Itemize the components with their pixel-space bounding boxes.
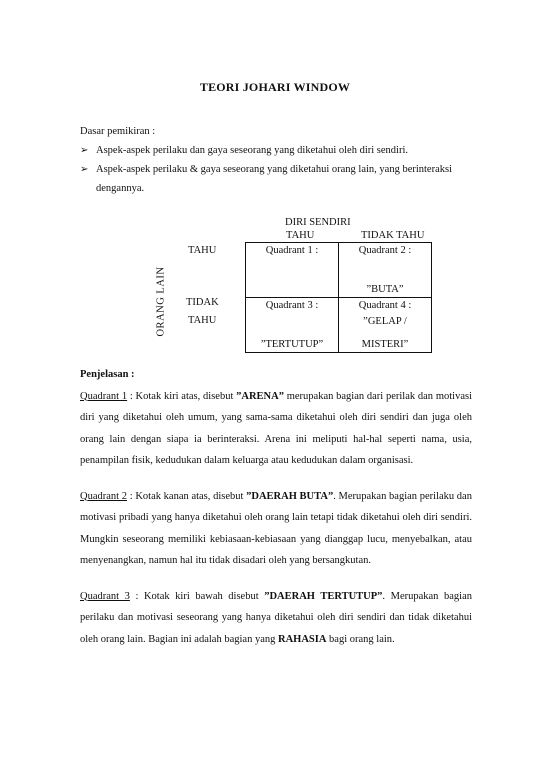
explanation-heading: Penjelasan : xyxy=(80,369,135,380)
quadrant-4-name-line2: MISTERI” xyxy=(361,339,409,350)
quadrant-3-cell xyxy=(246,298,339,353)
paragraph-quadrant-3 xyxy=(80,586,472,651)
quadrant-2-name: ”BUTA” xyxy=(366,284,404,295)
paragraph-text: : Kotak kiri atas, disebut xyxy=(127,390,237,402)
bullet-text: Aspek-aspek perilaku & gaya seseorang yang diketahui orang lain, yang berinteraksi dengannya. xyxy=(96,164,453,194)
paragraph-text: . Merupakan bagian perilaku dan motivasi pribadi yang hanya diketahui oleh orang lain tetapi tidak diketahui oleh diri sendiri. Mungkin seseorang memiliki kebiasaan-kebiasaan yang dianggap lucu, menyebalkan, atau menyenangkan, namun hal itu tidak disadari oleh yang bersangkutan. xyxy=(80,490,472,566)
paragraph-text: : Kotak kiri bawah disebut xyxy=(129,590,265,602)
daerah-buta-term: ”DAERAH BUTA” xyxy=(246,490,334,502)
paragraph-quadrant-2 xyxy=(80,486,472,572)
quadrant-3-name: ”TERTUTUP” xyxy=(260,339,324,350)
quadrant-2-cell xyxy=(339,243,432,298)
col-header-tidak-tahu: TIDAK TAHU xyxy=(361,230,425,241)
side-header-orang-lain: ORANG LAIN xyxy=(155,266,167,337)
quadrant-4-label: Quadrant 4 : xyxy=(358,300,412,311)
quadrant-grid xyxy=(245,242,432,353)
row-header-tidak: TIDAK xyxy=(186,297,219,308)
paragraph-text: bagi orang lain. xyxy=(326,633,395,645)
arrow-bullet-icon: ➢ xyxy=(80,164,89,175)
paragraph-text: . Merupakan bagian perilaku dan motivasi seseorang yang hanya diketahui oleh diri sendiri dan tidak diketahui oleh orang lain. Bagian ini adalah bagian yang xyxy=(80,590,472,645)
quadrant-2-term: Quadrant 2 xyxy=(80,490,128,502)
paragraph-text: : Kotak kanan atas, disebut xyxy=(127,490,247,502)
paragraph-quadrant-1 xyxy=(80,386,472,472)
row-header-tahu: TAHU xyxy=(188,245,217,256)
quadrant-4-cell xyxy=(339,298,432,353)
daerah-tertutup-term: ”DAERAH TERTUTUP” xyxy=(264,590,383,602)
quadrant-1-label: Quadrant 1 : xyxy=(265,245,319,256)
quadrant-2-label: Quadrant 2 : xyxy=(358,245,412,256)
quadrant-3-term: Quadrant 3 xyxy=(80,590,130,602)
intro-heading: Dasar pemikiran : xyxy=(80,126,156,137)
rahasia-term: RAHASIA xyxy=(277,633,327,645)
row-header-tahu-2: TAHU xyxy=(188,315,217,326)
header-diri-sendiri: DIRI SENDIRI xyxy=(285,217,351,228)
paragraph-text: merupakan bagian dari perilak dan motivasi diri yang diketahui oleh umum, yang sama-sama diketahui oleh diri sendiri dan juga oleh orang lain dengan siapa ia berinteraksi. Arena ini meliputi hal-hal seperti nama, usia, penampilan fisik, kedudukan dalam keluarga atau kedudukan dalam organisasi. xyxy=(80,390,472,466)
col-header-tahu: TAHU xyxy=(286,230,315,241)
arena-term: ”ARENA” xyxy=(236,390,284,402)
bullet-text: Aspek-aspek perilaku dan gaya seseorang yang diketahui oleh diri sendiri. xyxy=(96,145,408,156)
arrow-bullet-icon: ➢ xyxy=(80,145,89,156)
explanation-section xyxy=(80,364,472,664)
page-title: TEORI JOHARI WINDOW xyxy=(199,80,351,94)
quadrant-1-term: Quadrant 1 xyxy=(80,390,128,402)
quadrant-4-name-line1: ”GELAP / xyxy=(363,316,407,327)
quadrant-3-label: Quadrant 3 : xyxy=(265,300,319,311)
quadrant-1-cell xyxy=(246,243,339,298)
johari-matrix xyxy=(0,0,550,360)
